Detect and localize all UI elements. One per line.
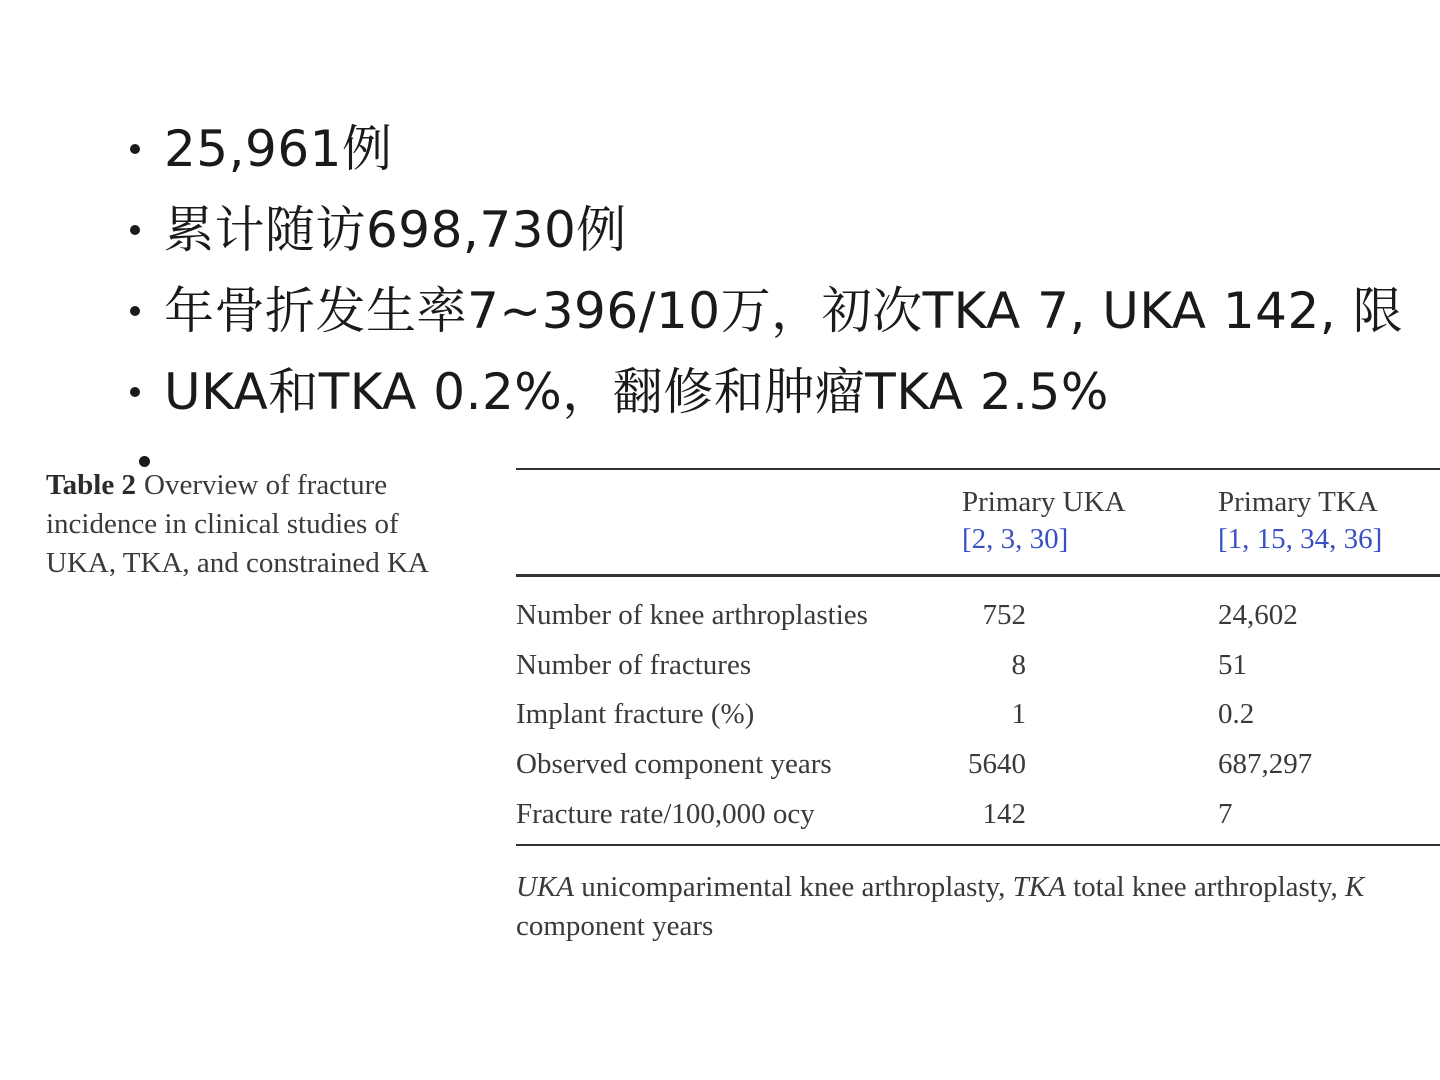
table-caption [46, 466, 446, 583]
bullet-item [130, 351, 1440, 432]
table-caption-label: Table 2 [46, 469, 136, 501]
cell-tka: 51 [1218, 649, 1247, 681]
cell-tka: 687,297 [1218, 748, 1313, 780]
footnote-line-2: component years [516, 910, 714, 942]
cell-tka: 24,602 [1218, 599, 1298, 631]
column-header-name: Primary TKA [1218, 486, 1378, 518]
cell-uka: 1 [1011, 698, 1026, 730]
bullet-dot [130, 144, 140, 154]
footnote-abbr: UKA [516, 871, 574, 903]
bullet-list [130, 108, 1440, 432]
table-row [516, 798, 1440, 848]
column-header-primary-tka [1218, 484, 1382, 558]
column-header-refs[interactable]: [2, 3, 30] [962, 523, 1069, 555]
table-footnote [516, 868, 1440, 946]
table-row [516, 698, 1440, 748]
table-body [516, 577, 1440, 844]
table-row [516, 649, 1440, 699]
table-row [516, 599, 1440, 649]
footnote-def: total knee arthroplasty, [1065, 871, 1345, 903]
row-label: Fracture rate/100,000 ocy [516, 798, 815, 830]
bullet-item [130, 108, 1440, 189]
table-caption-text: Overview of fracture incidence in clinical studies of UKA, TKA, and constrained KA [46, 469, 429, 579]
row-label: Observed component years [516, 748, 832, 780]
column-header-name: Primary UKA [962, 486, 1126, 518]
table-header [516, 470, 1440, 574]
cell-uka: 142 [982, 798, 1026, 830]
footnote-abbr: K [1344, 871, 1365, 903]
cell-tka: 0.2 [1218, 698, 1255, 730]
footnote-abbr: TKA [1012, 871, 1066, 903]
row-label: Number of fractures [516, 649, 752, 681]
column-header-primary-uka [962, 484, 1126, 558]
bullet-dot [130, 306, 140, 316]
column-header-refs[interactable]: [1, 15, 34, 36] [1218, 523, 1383, 555]
footnote-def: unicomparimental knee arthroplasty, [574, 871, 1013, 903]
bullet-item [130, 189, 1440, 270]
table-row [516, 748, 1440, 798]
cell-uka: 5640 [968, 748, 1026, 780]
row-label: Implant fracture (%) [516, 698, 755, 730]
bullet-text: 25,961例 [164, 119, 393, 178]
bullet-dot [130, 387, 140, 397]
bullet-text: 年骨折发生率7~396/10万，初次TKA 7, UKA 142, 限 [164, 281, 1404, 340]
bullet-item [130, 270, 1440, 351]
fracture-table [516, 468, 1440, 946]
cell-uka: 8 [1011, 649, 1026, 681]
cell-uka: 752 [982, 599, 1026, 631]
bullet-text: 累计随访698,730例 [164, 200, 627, 259]
bullet-text: UKA和TKA 0.2%，翻修和肿瘤TKA 2.5% [164, 362, 1109, 421]
bullet-dot [130, 225, 140, 235]
cell-tka: 7 [1218, 798, 1233, 830]
footnote-line-1 [516, 868, 1440, 907]
row-label: Number of knee arthroplasties [516, 599, 868, 631]
